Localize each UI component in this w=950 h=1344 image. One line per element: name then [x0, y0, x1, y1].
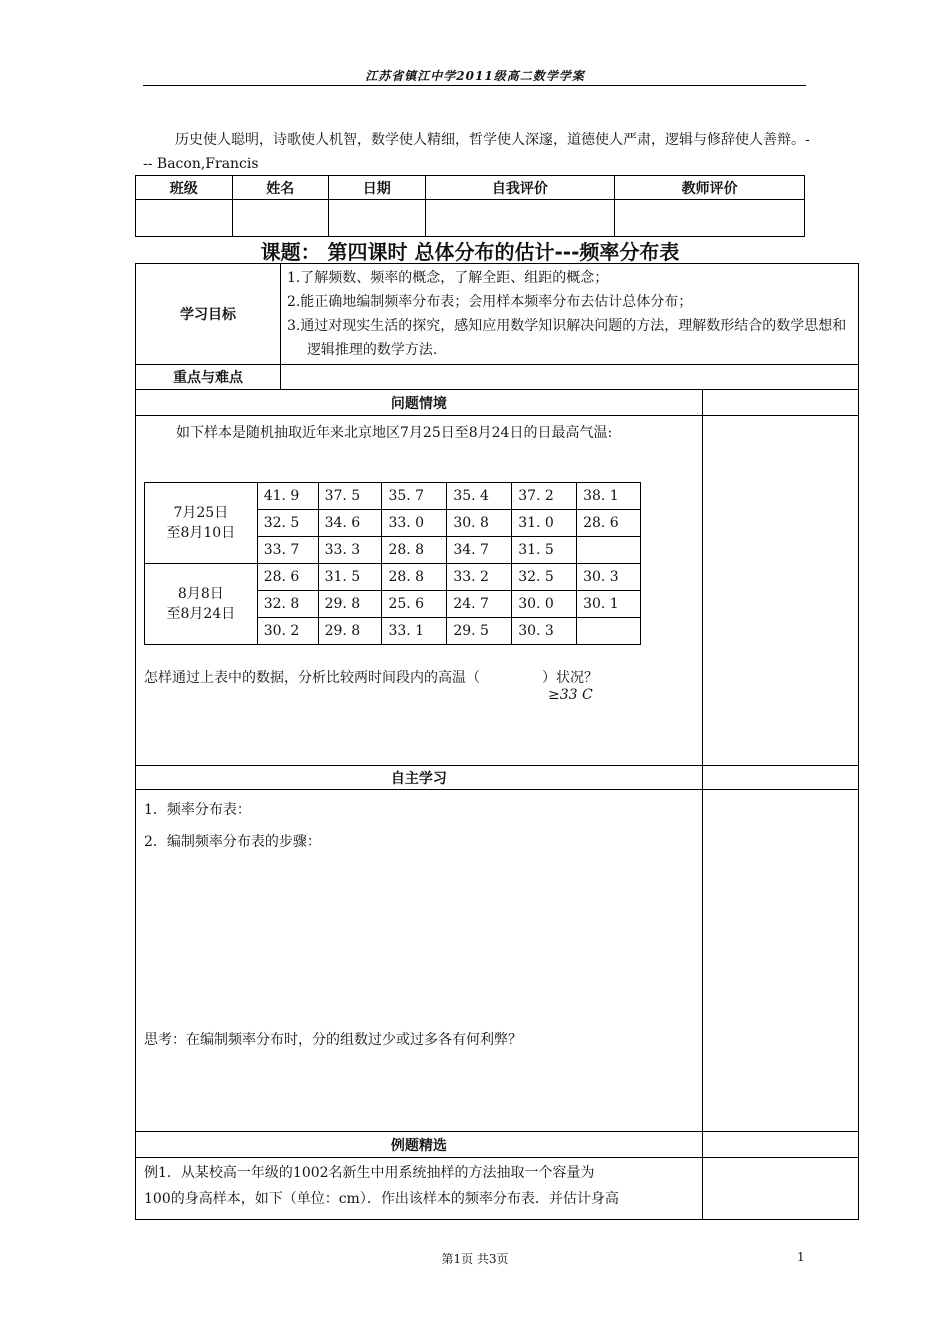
goal-item: 1.了解频数、频率的概念，了解全距、组距的概念； [286, 270, 609, 286]
cell-name[interactable] [232, 200, 329, 237]
goal-item: 3.通过对现实生活的探究，感知应用数学知识解决问题的方法，理解数形结合的数学思想和逻辑推理的数学方法. [286, 318, 847, 358]
main-table [135, 263, 859, 1220]
temp-cell: 25. 6 [382, 591, 447, 618]
temp-cell: 32. 8 [257, 591, 318, 618]
temp-cell: 29. 5 [447, 618, 512, 645]
temp-cell: 30. 1 [577, 591, 641, 618]
problem-notes[interactable] [702, 416, 858, 766]
self-study-heading: 自主学习 [136, 766, 703, 790]
examples-heading: 例题精选 [136, 1132, 703, 1158]
cell-self-eval[interactable] [425, 200, 615, 237]
header-rule [143, 85, 806, 86]
problem-heading: 问题情境 [136, 390, 703, 416]
temp-cell: 28. 8 [382, 537, 447, 564]
temp-cell: 30. 0 [512, 591, 577, 618]
temp-cell: 37. 2 [512, 483, 577, 510]
self-study-item: 1．频率分布表： [144, 802, 251, 818]
question-text-post: ）状况？ [542, 670, 598, 686]
goal-item: 2.能正确地编制频率分布表；会用样本频率分布去估计总体分布； [286, 294, 693, 310]
self-study-notes[interactable] [702, 790, 858, 1132]
temp-cell: 24. 7 [447, 591, 512, 618]
page-header-title: 江苏省镇江中学2011级高二数学学案 [365, 69, 585, 83]
temperature-table [144, 482, 641, 645]
example-line: 例1．从某校高一年级的1002名新生中用系统抽样的方法抽取一个容量为 [144, 1165, 595, 1181]
temp-cell: 31. 0 [512, 510, 577, 537]
problem-question [144, 665, 696, 715]
temp-cell: 35. 7 [382, 483, 447, 510]
temperature-formula: ≥33 C [548, 687, 593, 703]
group1-label: 7月25日 至8月10日 [145, 483, 258, 564]
temp-cell: 30. 2 [257, 618, 318, 645]
header-self-eval: 自我评价 [425, 176, 615, 200]
key-points-content[interactable] [280, 365, 858, 390]
cell-date[interactable] [329, 200, 426, 237]
problem-content [136, 416, 703, 766]
temp-cell: 33. 2 [447, 564, 512, 591]
goals-content [280, 264, 858, 365]
temp-cell: 29. 8 [318, 591, 382, 618]
header-name: 姓名 [232, 176, 329, 200]
header-date: 日期 [329, 176, 426, 200]
temp-cell: 28. 6 [577, 510, 641, 537]
question-text-pre: 怎样通过上表中的数据，分析比较两时间段内的高温（ [144, 670, 480, 686]
examples-notes-head [702, 1132, 858, 1158]
temp-cell: 41. 9 [257, 483, 318, 510]
lesson-title: 课题： 第四课时 总体分布的估计---频率分布表 [260, 240, 680, 264]
examples-notes[interactable] [702, 1158, 858, 1220]
temp-cell: 33. 0 [382, 510, 447, 537]
temp-cell: 33. 1 [382, 618, 447, 645]
temp-cell: 30. 8 [447, 510, 512, 537]
temp-cell [577, 618, 641, 645]
example-line: 100的身高样本，如下（单位：cm）．作出该样本的频率分布表．并估计身高 [144, 1191, 619, 1207]
self-study-item: 2．编制频率分布表的步骤： [144, 834, 321, 850]
info-table [135, 175, 805, 237]
temp-cell: 32. 5 [512, 564, 577, 591]
temp-cell: 32. 5 [257, 510, 318, 537]
temp-cell: 37. 5 [318, 483, 382, 510]
temp-cell: 31. 5 [318, 564, 382, 591]
temp-cell: 31. 5 [512, 537, 577, 564]
header-teacher-eval: 教师评价 [615, 176, 805, 200]
cell-teacher-eval[interactable] [615, 200, 805, 237]
temp-cell: 28. 8 [382, 564, 447, 591]
problem-notes-head [702, 390, 858, 416]
key-points-label: 重点与难点 [136, 365, 281, 390]
temp-cell: 35. 4 [447, 483, 512, 510]
examples-content [136, 1158, 703, 1220]
temp-cell: 33. 3 [318, 537, 382, 564]
problem-intro: 如下样本是随机抽取近年来北京地区7月25日至8月24日的日最高气温: [176, 425, 613, 441]
temp-cell: 30. 3 [512, 618, 577, 645]
cell-class[interactable] [136, 200, 233, 237]
page-indicator: 第1页 共3页 [441, 1252, 509, 1266]
self-study-content [136, 790, 703, 1132]
temp-cell [577, 537, 641, 564]
page-number: 1 [797, 1250, 805, 1264]
temp-cell: 33. 7 [257, 537, 318, 564]
quote: 历史使人聪明，诗歌使人机智，数学使人精细，哲学使人深邃，道德使人严肃，逻辑与修辞使人善辩。--- Bacon,Francis [143, 132, 810, 172]
group2-label: 8月8日 至8月24日 [145, 564, 258, 645]
temp-cell: 28. 6 [257, 564, 318, 591]
temp-cell: 30. 3 [577, 564, 641, 591]
goals-label: 学习目标 [136, 264, 281, 365]
header-class: 班级 [136, 176, 233, 200]
think-question: 思考：在编制频率分布时，分的组数过少或过多各有何利弊？ [144, 1032, 522, 1048]
temp-cell: 38. 1 [577, 483, 641, 510]
temp-cell: 34. 7 [447, 537, 512, 564]
self-study-notes-head [702, 766, 858, 790]
temp-cell: 29. 8 [318, 618, 382, 645]
temp-cell: 34. 6 [318, 510, 382, 537]
